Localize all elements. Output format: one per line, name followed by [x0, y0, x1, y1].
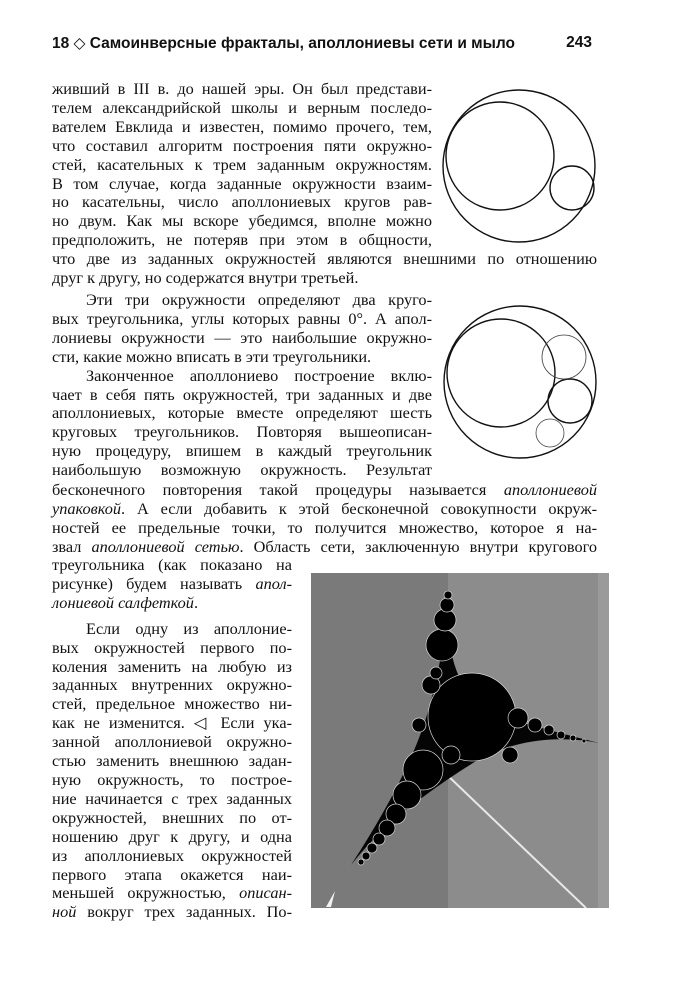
- text-line: ношению друг к другу, и одна: [52, 826, 292, 846]
- text-line: как не изменится. ◁ Если ука-: [52, 713, 292, 733]
- text-line: что составил алгоритм построения пяти окружно-: [52, 135, 432, 155]
- text-line: стей, предельное множество ни-: [52, 694, 292, 714]
- text-line: коления заменить на любую из: [52, 656, 292, 676]
- gasket-circle: [557, 731, 565, 739]
- text-line: ную процедуру, впишем в каждый треугольник: [52, 441, 432, 461]
- gasket-circle: [362, 852, 370, 860]
- paragraph-1-cont: [52, 250, 597, 288]
- paragraph-4: [52, 556, 292, 922]
- inner-small-circle: [548, 379, 592, 423]
- text-line: предположить, не потеряв при этом в общности,: [52, 230, 432, 250]
- paragraph-2: [52, 291, 432, 480]
- text-line: ностей ее предельные точки, то получится множество, которое я на-: [52, 517, 597, 537]
- gasket-circle: [428, 673, 516, 761]
- text-line: меньшей окружностью, описан-: [52, 883, 292, 903]
- gasket-circle: [434, 609, 456, 631]
- figure-apollonian-gasket: [311, 573, 609, 908]
- text-line: круговых треугольников. Повторяя вышеописан-: [52, 422, 432, 442]
- gasket-circle: [442, 746, 460, 764]
- text-line: чает в себя пять окружностей, три заданных и две: [52, 384, 432, 404]
- text-line: заданных внутренних окружно-: [52, 675, 292, 695]
- text-line: рисунке) будем называть апол-: [52, 573, 292, 593]
- text-line: что две из заданных окружностей являются внешними по отношению: [52, 249, 597, 268]
- text-line: ной вокруг трех заданных. По-: [52, 902, 292, 922]
- text-line: окружностей, внешних по от-: [52, 807, 292, 827]
- gasket-circle: [412, 718, 426, 732]
- text-line: Если одну из аполлоние-: [86, 618, 292, 638]
- inner-small-circle: [550, 166, 594, 210]
- text-line: В том случае, когда заданные окружности взаим-: [52, 173, 432, 193]
- gasket-background-strip: [598, 573, 609, 908]
- paragraph-1: [52, 80, 432, 250]
- text-line: бесконечного повторения такой процедуры называется аполлониевой: [52, 480, 597, 499]
- gasket-circle: [367, 843, 377, 853]
- text-line: ную окружность, то построе-: [52, 769, 292, 789]
- text-line: вых окружностей первого по-: [52, 637, 292, 657]
- gasket-circle: [444, 591, 452, 599]
- text-line: стей, касательных к трем заданным окружностям.: [52, 154, 432, 174]
- text-line: аполлониевых, которые вместе определяют шесть: [52, 403, 432, 423]
- gasket-circle: [570, 735, 576, 741]
- text-line: звал аполлониевой сетью. Область сети, заключенную внутри кругового: [52, 536, 597, 556]
- outer-circle: [444, 306, 596, 458]
- text-line: телем александрийской школы и верным последо-: [52, 97, 432, 117]
- text-line: стью заменить внешнюю задан-: [52, 751, 292, 771]
- text-line: из аполлониевых окружностей: [52, 845, 292, 865]
- apollonian-circle-upper: [542, 335, 586, 379]
- text-line: живший в III в. до нашей эры. Он был представи-: [52, 79, 432, 98]
- paragraph-3: [52, 481, 597, 557]
- text-line: Законченное аполлониево построение вклю-: [86, 365, 432, 385]
- text-line: ние начинается с трех заданных: [52, 788, 292, 808]
- gasket-circle: [440, 598, 454, 612]
- text-line: занной аполлониевой окружно-: [52, 732, 292, 752]
- inner-large-circle: [447, 319, 555, 427]
- text-line: Эти три окружности определяют два круго-: [86, 290, 432, 309]
- gasket-circle: [358, 859, 364, 865]
- text-line: друг к другу, но содержатся внутри третьей.: [52, 267, 359, 287]
- text-line: вателем Евклида и известен, помимо прочего, тем,: [52, 116, 432, 136]
- text-line: но двум. Как мы вскоре убедимся, вполне можно: [52, 211, 432, 231]
- text-line: лониевы окружности — это наибольшие окружно-: [52, 327, 432, 347]
- text-line: упаковкой. А если добавить к этой бесконечной совокупности окруж-: [52, 498, 597, 518]
- gasket-circle: [508, 708, 528, 728]
- figure-apollonian-circles: [440, 302, 600, 462]
- gasket-circle: [528, 718, 542, 732]
- figure-tangent-circles: [440, 80, 600, 248]
- gasket-circle: [373, 833, 385, 845]
- inner-large-circle: [446, 102, 554, 210]
- gasket-circle: [582, 739, 586, 743]
- page-number: 243: [566, 34, 592, 51]
- text-line: треугольника (как показано на: [52, 555, 292, 574]
- text-line: но касательны, число аполлониевых кругов рав-: [52, 192, 432, 212]
- text-line: первого этапа окажется наи-: [52, 864, 292, 884]
- running-header: [52, 34, 592, 54]
- gasket-circle: [430, 667, 442, 679]
- gasket-circle: [544, 725, 554, 735]
- text-line: сти, какие можно вписать в эти треугольники.: [52, 346, 372, 366]
- chapter-title: 18 ◇ Самоинверсные фракталы, аполлониевы сети и мыло: [52, 35, 515, 52]
- text-line: лониевой салфеткой.: [52, 592, 199, 612]
- gasket-circle: [502, 747, 518, 763]
- gasket-circle: [426, 629, 458, 661]
- text-line: вых треугольника, углы которых равны 0°. А апол-: [52, 308, 432, 328]
- apollonian-circle-lower: [536, 419, 564, 447]
- text-line: наибольшую возможную окружность. Результат: [52, 460, 432, 480]
